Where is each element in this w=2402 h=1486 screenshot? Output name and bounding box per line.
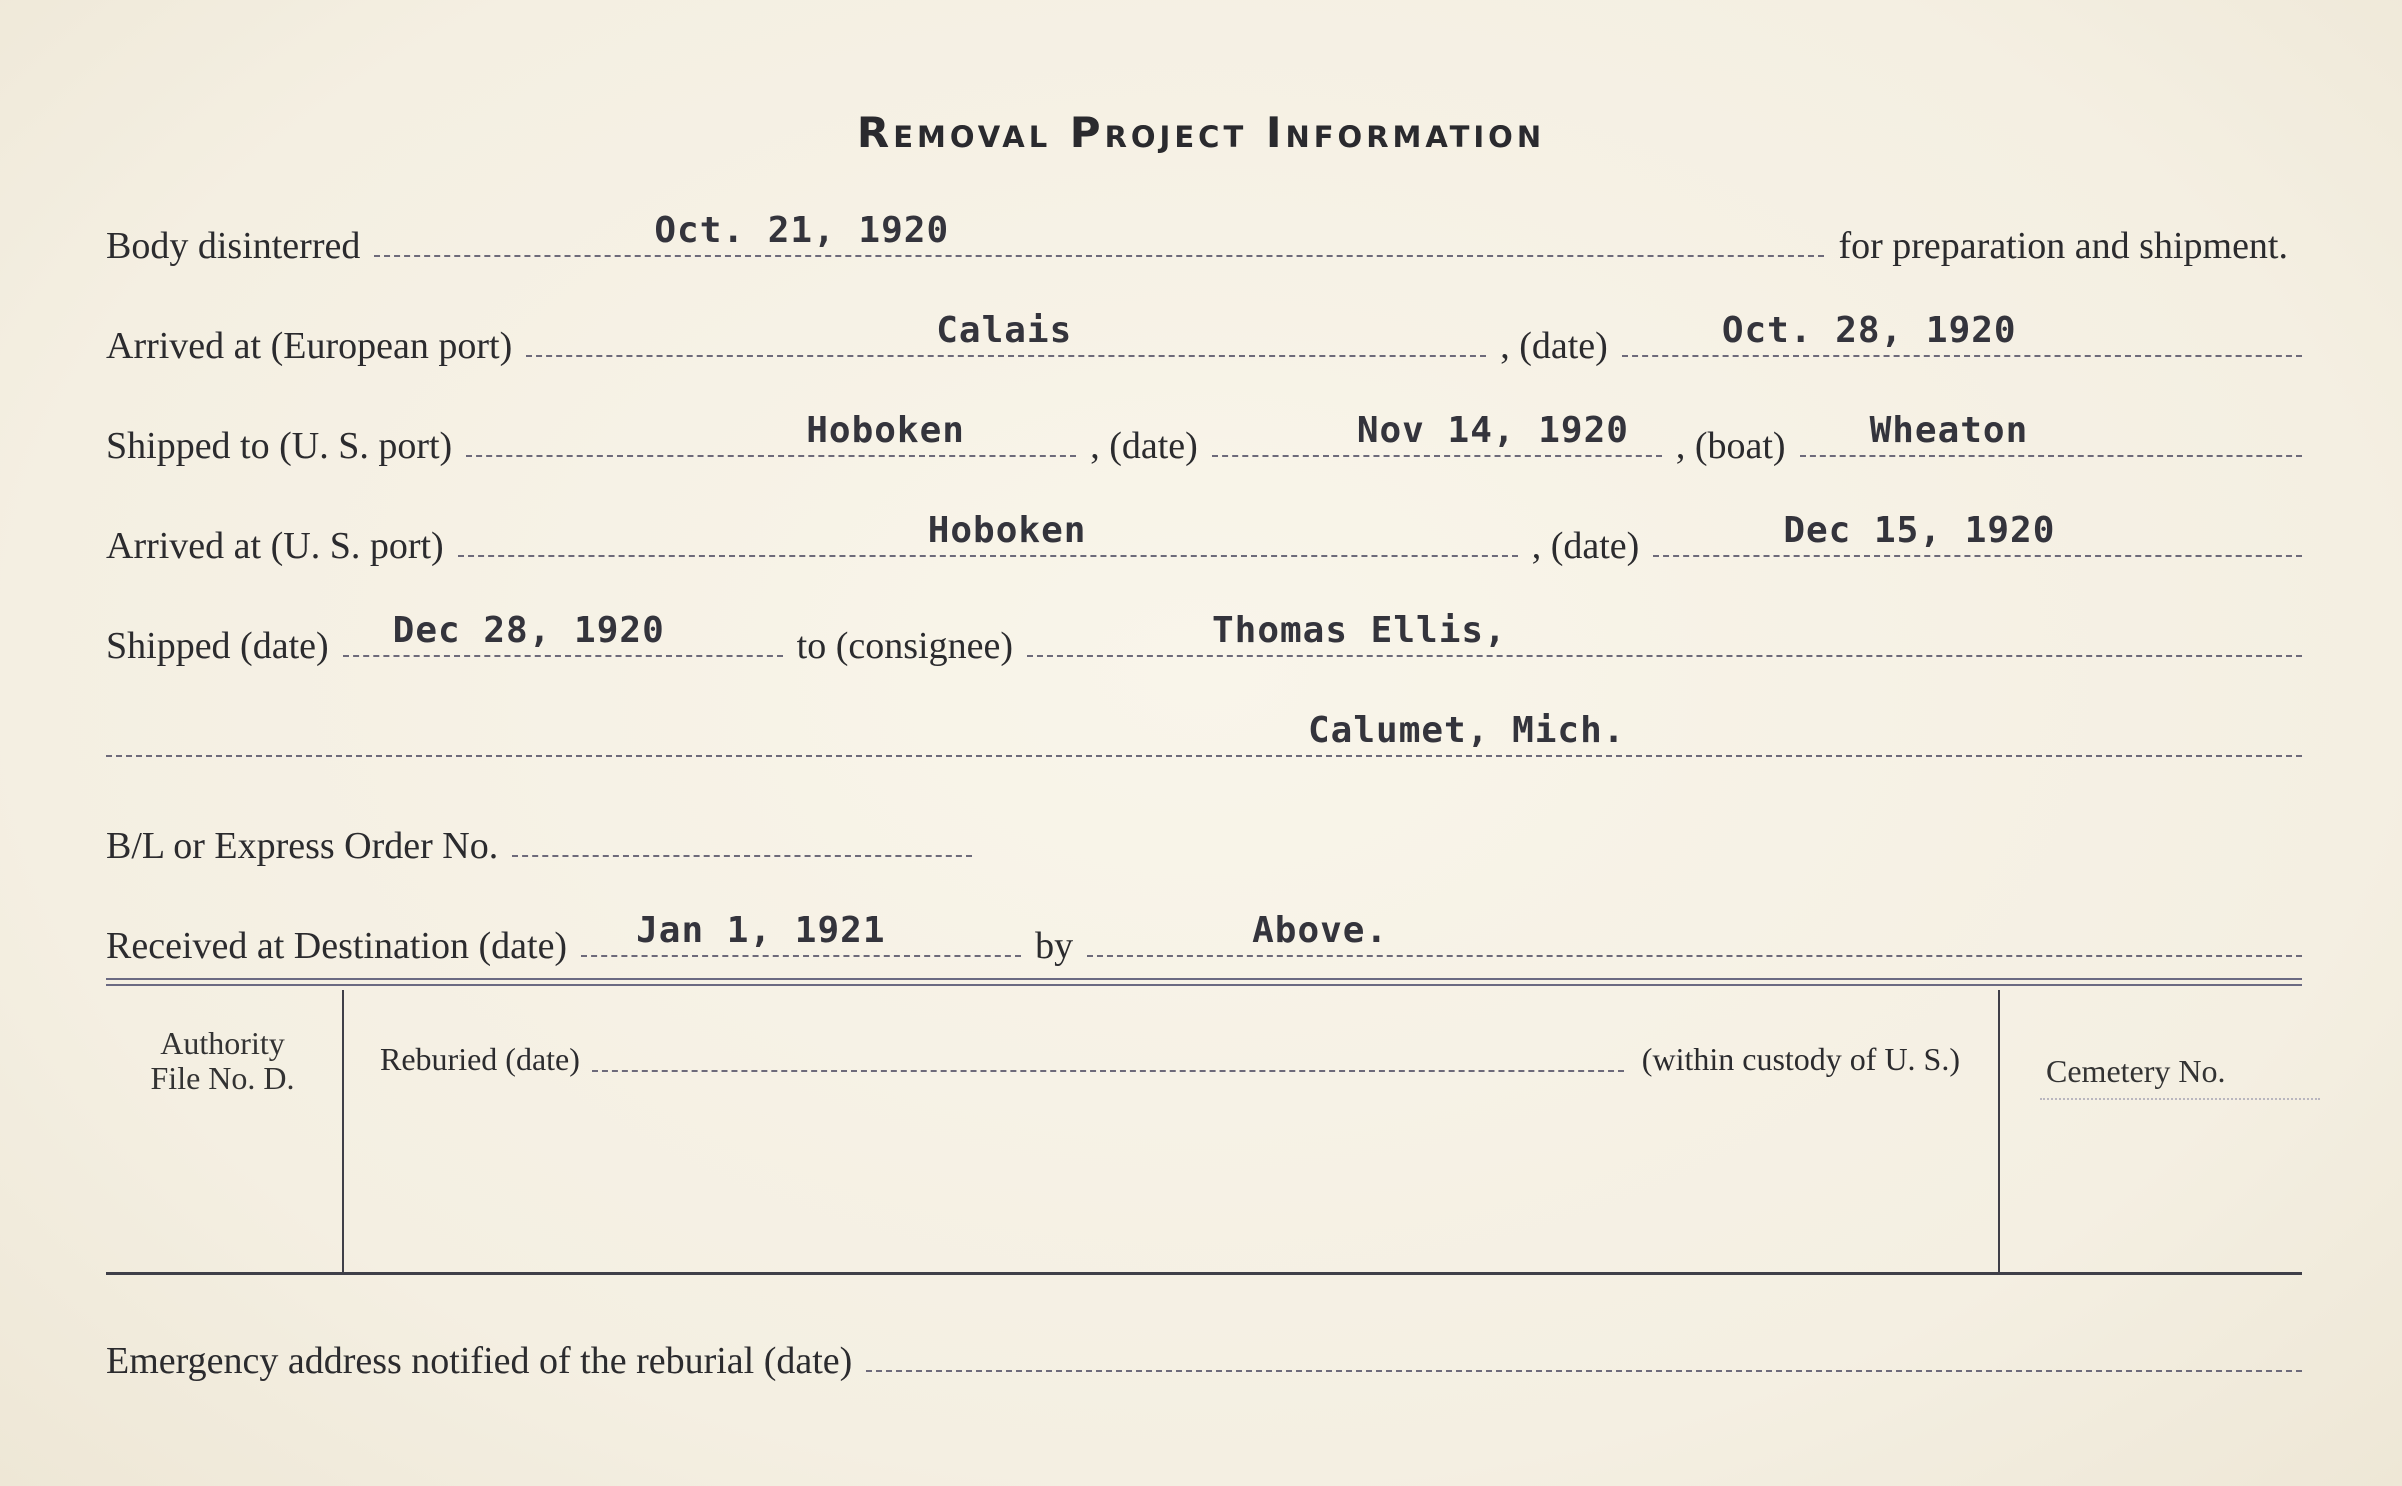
row-disinterred	[106, 205, 2302, 265]
shipped-us-label: Shipped to (U. S. port)	[106, 425, 453, 467]
authority-label-line1: Authority	[160, 1025, 285, 1061]
received-by-field[interactable]	[1087, 910, 2302, 957]
disinterred-field[interactable]	[374, 210, 1824, 257]
shipped-us-date-label: , (date)	[1090, 425, 1198, 467]
box-divider-right	[1998, 990, 2000, 1272]
arrived-us-date-label: , (date)	[1531, 525, 1640, 567]
row-received	[106, 905, 2302, 965]
authority-label	[120, 1026, 325, 1096]
shipped-label: Shipped (date)	[106, 625, 329, 667]
consignee-field-line2[interactable]	[106, 710, 2302, 757]
arrived-european-date-field[interactable]	[1622, 310, 2302, 357]
received-by-label: by	[1035, 925, 1074, 967]
arrived-us-label: Arrived at (U. S. port)	[106, 525, 444, 567]
european-port-value: Calais	[936, 310, 1073, 351]
reburied-label: Reburied (date)	[380, 1041, 580, 1077]
row-arrived-european	[106, 305, 2302, 365]
custody-label: (within custody of U. S.)	[1641, 1041, 1960, 1077]
emergency-label: Emergency address notified of the reburial (date)	[106, 1340, 853, 1382]
cemetery-field[interactable]	[2040, 1098, 2320, 1100]
shipped-date-field[interactable]	[343, 610, 783, 657]
boat-label: , (boat)	[1675, 425, 1786, 467]
row-bl-order	[106, 805, 972, 865]
row-shipped-us	[106, 405, 2302, 465]
shipped-us-date-field[interactable]	[1212, 410, 1662, 457]
arrived-european-date-label: , (date)	[1500, 325, 1608, 367]
cemetery-label: Cemetery No.	[2046, 1053, 2226, 1089]
shipped-us-date-value: Nov 14, 1920	[1356, 410, 1629, 451]
box-top-rule	[106, 978, 2302, 986]
received-by-value: Above.	[1252, 910, 1389, 951]
row-arrived-us	[106, 505, 2302, 565]
arrived-european-label: Arrived at (European port)	[106, 325, 513, 367]
arrived-us-date-field[interactable]	[1653, 510, 2302, 557]
page-title: Removal Project Information	[856, 108, 1546, 157]
emergency-date-field[interactable]	[866, 1330, 2302, 1372]
authority-label-line2: File No. D.	[150, 1060, 295, 1097]
arrived-us-port-value: Hoboken	[927, 510, 1087, 551]
consignee-label: to (consignee)	[796, 625, 1013, 667]
received-label: Received at Destination (date)	[106, 925, 568, 967]
us-port-field[interactable]	[466, 410, 1076, 457]
row-shipped	[106, 605, 2302, 665]
european-port-field[interactable]	[526, 310, 1486, 357]
received-date-field[interactable]	[581, 910, 1021, 957]
received-date-value: Jan 1, 1921	[636, 910, 886, 951]
arrived-us-date-value: Dec 15, 1920	[1783, 510, 2056, 551]
box-divider-left	[342, 990, 344, 1272]
bl-order-field[interactable]	[512, 815, 972, 857]
box-bottom-rule	[106, 1272, 2302, 1275]
boat-field[interactable]	[1800, 410, 2302, 457]
consignee-value-line1: Thomas Ellis,	[1211, 610, 1507, 651]
row-emergency	[106, 1320, 2302, 1380]
disinterred-label: Body disinterred	[106, 225, 361, 267]
boat-value: Wheaton	[1869, 410, 2029, 451]
consignee-field[interactable]	[1027, 610, 2302, 657]
disinterred-value: Oct. 21, 1920	[654, 210, 950, 251]
shipped-date-value: Dec 28, 1920	[392, 610, 665, 651]
row-consignee-continued	[106, 705, 2302, 765]
reburied-date-field[interactable]	[592, 1040, 1624, 1072]
arrived-us-port-field[interactable]	[458, 510, 1518, 557]
consignee-value-line2: Calumet, Mich.	[1308, 710, 1626, 751]
bl-order-label: B/L or Express Order No.	[106, 825, 499, 867]
disinterred-suffix: for preparation and shipment.	[1838, 225, 2288, 267]
arrived-european-date-value: Oct. 28, 1920	[1721, 310, 2017, 351]
us-port-value: Hoboken	[806, 410, 965, 451]
reburied-row	[380, 1040, 1960, 1078]
